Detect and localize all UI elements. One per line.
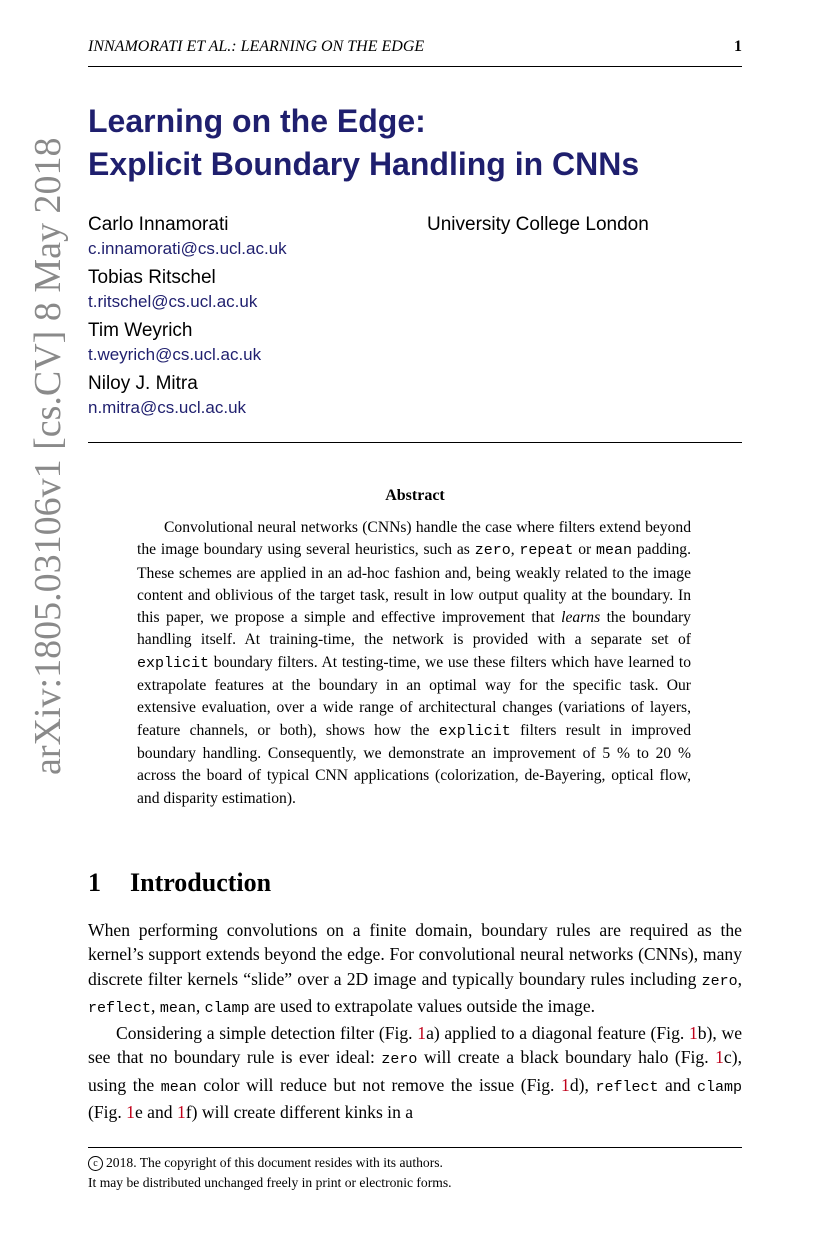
code-term: zero <box>474 542 511 560</box>
author-name: Tim Weyrich <box>88 320 193 341</box>
figure-ref-link[interactable]: 1 <box>126 1102 135 1123</box>
code-term: mean <box>159 999 196 1017</box>
body-text: e and <box>134 1102 177 1123</box>
body-text: color will reduce but not remove the issue (Fig. <box>196 1074 562 1095</box>
abstract-text: padding. These schemes are applied in an ad-hoc fashion and, being weakly related to the image content and oblivious of the target task, result in low output quality at the boundary. In this paper, we propose a simple and effective improvement that <box>137 541 692 627</box>
author-block <box>88 318 408 367</box>
section-title: Introduction <box>130 868 272 897</box>
introduction-body <box>88 918 742 1124</box>
footer-line-1 <box>88 1153 742 1173</box>
code-term: mean <box>160 1078 197 1096</box>
page-number: 1 <box>734 38 742 55</box>
code-term: clamp <box>697 1078 743 1096</box>
code-term: reflect <box>595 1078 659 1096</box>
author-email-link[interactable]: t.ritschel@cs.ucl.ac.uk <box>88 292 258 311</box>
footer-line-2: It may be distributed unchanged freely in print or electronic forms. <box>88 1175 452 1190</box>
body-text: f) will create different kinks in a <box>185 1102 414 1123</box>
code-term: explicit <box>137 654 210 672</box>
author-name: Carlo Innamorati <box>88 214 229 235</box>
body-text: (Fig. <box>88 1102 127 1123</box>
emphasis: learns <box>561 609 601 627</box>
paper-title <box>88 100 639 186</box>
body-text: , <box>195 995 205 1016</box>
abstract-text: filters result in improved boundary handling. Consequently, we demonstrate an improvement of 5 % to 20 % across the board of typical CNN applications (colorization, de-Bayering, optical flow, and disparity estimation). <box>137 721 691 807</box>
body-text: b), we see that no boundary rule is ever ideal: <box>88 1023 743 1068</box>
abstract-text: the boundary handling itself. At training-time, the network is provided with a separate set of <box>137 609 691 649</box>
body-text: are used to extrapolate values outside the image. <box>249 995 596 1016</box>
title-line-2: Explicit Boundary Handling in CNNs <box>88 146 640 182</box>
body-text: a) applied to a diagonal feature (Fig. <box>426 1023 689 1044</box>
copyright-footer <box>88 1153 742 1193</box>
figure-ref-link[interactable]: 1 <box>715 1047 724 1068</box>
author-email-link[interactable]: t.weyrich@cs.ucl.ac.uk <box>88 345 262 364</box>
body-text: , <box>151 995 160 1016</box>
code-term: explicit <box>438 722 511 740</box>
running-header <box>88 38 742 62</box>
title-block-rule <box>88 442 742 443</box>
body-text: d), <box>569 1074 596 1095</box>
author-name: Tobias Ritschel <box>88 267 216 288</box>
figure-ref-link[interactable]: 1 <box>417 1023 427 1044</box>
footer-text: 2018. The copyright of this document resides with its authors. <box>106 1155 443 1170</box>
paragraph <box>88 1021 742 1124</box>
body-text: will create a black boundary halo (Fig. <box>417 1047 716 1068</box>
figure-ref-link[interactable]: 1 <box>688 1023 698 1044</box>
figure-ref-link[interactable]: 1 <box>176 1102 186 1123</box>
abstract-text: boundary filters. At testing-time, we use these filters which have learned to extrapolate features at the boundary in an optimal way for the specific task. Our extensive evaluation, over a wide range of architectural changes (variations of layers, feature channels, or both), shows how the <box>137 653 691 739</box>
code-term: repeat <box>519 542 574 560</box>
abstract-heading: Abstract <box>385 487 445 504</box>
author-email-link[interactable]: n.mitra@cs.ucl.ac.uk <box>88 398 247 417</box>
body-text: When performing convolutions on a finite domain, boundary rules are required as the kernel’s support extends beyond the edge. For convolutional neural networks (CNNs), many discrete filter kernels “slide” over a 2D image and typically boundary rules including <box>88 920 742 989</box>
title-line-1: Learning on the Edge: <box>88 103 426 139</box>
body-text: Considering a simple detection filter (Fig. <box>116 1023 418 1044</box>
author-block <box>88 265 408 314</box>
footer-rule <box>88 1147 742 1148</box>
abstract-text: , <box>510 541 520 559</box>
abstract-body <box>137 517 691 810</box>
code-term: zero <box>701 972 738 990</box>
code-term: zero <box>381 1051 418 1069</box>
figure-ref-link[interactable]: 1 <box>561 1074 570 1095</box>
author-email-link[interactable]: c.innamorati@cs.ucl.ac.uk <box>88 239 287 258</box>
body-text: , <box>737 968 742 989</box>
copyright-icon: c <box>88 1156 103 1171</box>
code-term: mean <box>596 542 633 560</box>
code-term: reflect <box>88 999 152 1017</box>
author-block <box>88 212 408 261</box>
paragraph <box>88 918 742 1021</box>
body-text: and <box>658 1074 697 1095</box>
running-header-title: INNAMORATI ET AL.: LEARNING ON THE EDGE <box>88 38 425 55</box>
author-list <box>88 212 408 424</box>
header-rule <box>88 66 742 67</box>
abstract-text: Convolutional neural networks (CNNs) handle the case where filters extend beyond the image boundary using several heuristics, such as <box>137 519 691 559</box>
code-term: clamp <box>204 999 250 1017</box>
affiliation: University College London <box>427 214 649 235</box>
section-heading <box>88 866 271 900</box>
abstract-text: or <box>573 541 597 559</box>
author-name: Niloy J. Mitra <box>88 373 198 394</box>
section-number: 1 <box>88 868 101 897</box>
body-text: c), using the <box>88 1047 742 1095</box>
arxiv-stamp: arXiv:1805.03106v1 [cs.CV] 8 May 2018 <box>27 137 69 775</box>
author-block <box>88 371 408 420</box>
